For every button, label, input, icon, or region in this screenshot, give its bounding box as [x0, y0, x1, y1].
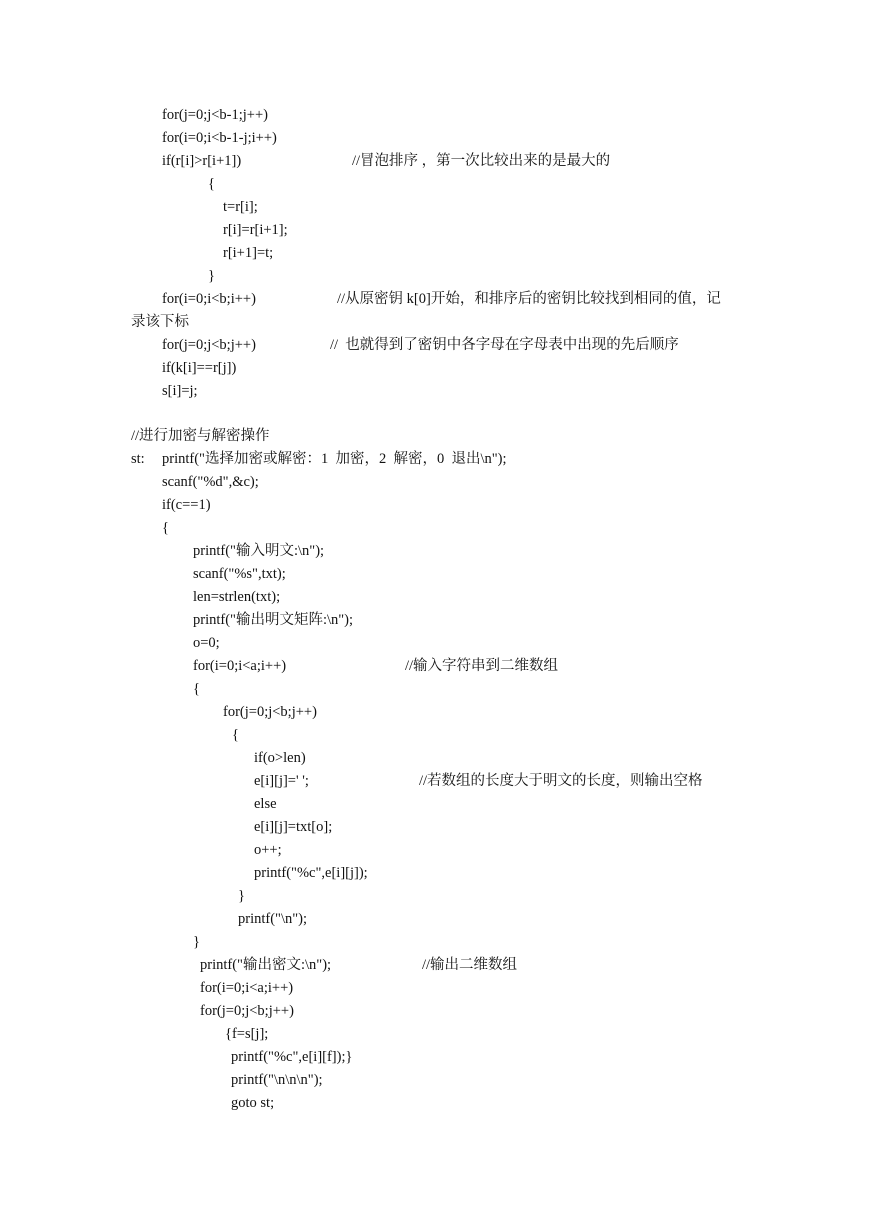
code-line: for(j=0;j<b-1;j++) [162, 107, 268, 123]
code-line: printf("%c",e[i][f]);} [231, 1049, 353, 1065]
code-comment: // 也就得到了密钥中各字母在字母表中出现的先后顺序 [330, 337, 679, 353]
code-line: scanf("%d",&c); [162, 474, 259, 490]
code-line: for(i=0;i<a;i++) [193, 658, 287, 674]
code-line: } [238, 888, 245, 904]
code-line: if(k[i]==r[j]) [162, 360, 237, 376]
code-comment: 录该下标 [131, 314, 189, 330]
code-line: printf("输入明文:\n"); [193, 543, 325, 559]
code-line: {f=s[j]; [225, 1026, 269, 1042]
code-line: printf("输出密文:\n"); [200, 957, 332, 973]
code-line: for(i=0;i<b;i++) [162, 291, 256, 307]
code-line: if(c==1) [162, 497, 211, 513]
code-line: o=0; [193, 635, 220, 651]
code-comment: //输入字符串到二维数组 [405, 658, 559, 674]
section-comment: //进行加密与解密操作 [131, 428, 270, 444]
code-line: if(r[i]>r[i+1]) [162, 153, 242, 169]
code-line: printf("输出明文矩阵:\n"); [193, 612, 354, 628]
code-line: for(j=0;j<b;j++) [223, 704, 317, 720]
code-line: for(i=0;i<a;i++) [200, 980, 294, 996]
code-line: } [193, 934, 200, 950]
code-comment: //输出二维数组 [422, 957, 518, 973]
code-line: printf("选择加密或解密：1 加密，2 解密，0 退出\n"); [162, 451, 507, 467]
code-line: printf("\n\n\n"); [231, 1072, 323, 1088]
code-line: { [208, 176, 215, 192]
code-line: for(j=0;j<b;j++) [162, 337, 256, 353]
code-line: for(i=0;i<b-1-j;i++) [162, 130, 277, 146]
code-line: if(o>len) [254, 750, 306, 766]
code-line: { [162, 520, 169, 536]
code-line: for(j=0;j<b;j++) [200, 1003, 294, 1019]
code-line: printf("\n"); [238, 911, 308, 927]
code-line: t=r[i]; [223, 199, 258, 215]
code-comment: //若数组的长度大于明文的长度，则输出空格 [419, 773, 703, 789]
code-comment: //从原密钥 k[0]开始，和排序后的密钥比较找到相同的值，记 [337, 291, 721, 307]
code-line: r[i+1]=t; [223, 245, 274, 261]
code-line: { [232, 727, 239, 743]
code-line: goto st; [231, 1095, 275, 1111]
code-line: r[i]=r[i+1]; [223, 222, 288, 238]
code-line: } [208, 268, 215, 284]
code-line: printf("%c",e[i][j]); [254, 865, 368, 881]
code-line: { [193, 681, 200, 697]
code-line: scanf("%s",txt); [193, 566, 286, 582]
code-line: s[i]=j; [162, 383, 198, 399]
code-line: e[i][j]=' '; [254, 773, 309, 789]
code-comment: //冒泡排序 ，第一次比较出来的是最大的 [352, 153, 611, 169]
code-label: st: [131, 451, 145, 467]
code-line: e[i][j]=txt[o]; [254, 819, 333, 835]
code-line: len=strlen(txt); [193, 589, 281, 605]
code-line: o++; [254, 842, 282, 858]
code-line: else [254, 796, 277, 812]
